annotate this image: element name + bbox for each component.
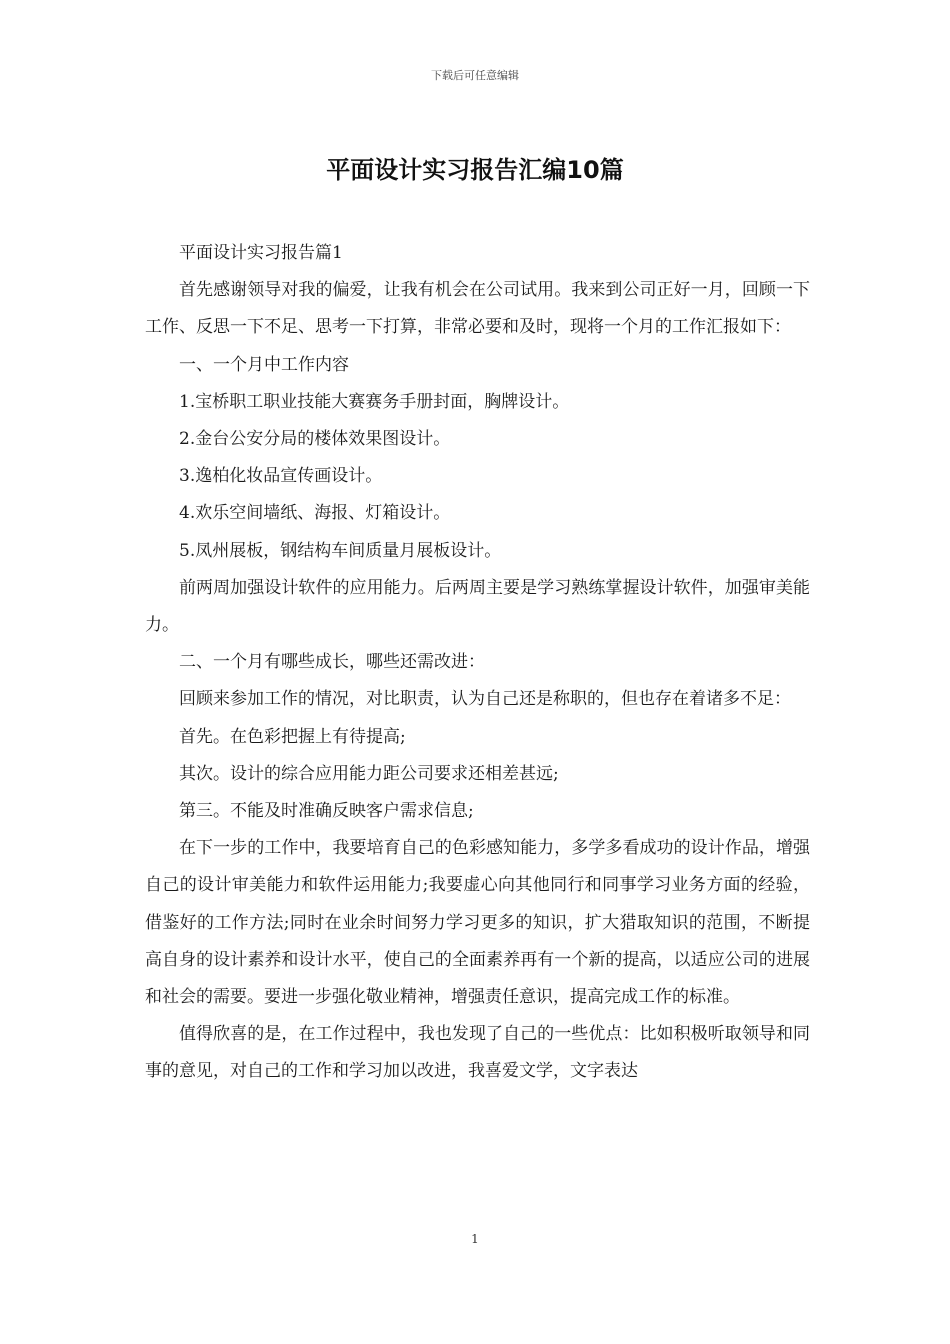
paragraph-shortcoming-1: 首先。在色彩把握上有待提高; [179, 726, 406, 747]
document-title: 平面设计实习报告汇编10篇 [326, 156, 624, 184]
paragraph-review: 回顾来参加工作的情况，对比职责，认为自己还是称职的，但也存在着诸多不足： [179, 689, 791, 710]
page-header-note: 下载后可任意编辑 [431, 69, 519, 82]
page-number: 1 [471, 1232, 479, 1246]
list-item-work-2: 2.金台公安分局的楼体效果图设计。 [179, 429, 451, 450]
list-item-work-3: 3.逸柏化妆品宣传画设计。 [179, 466, 383, 487]
paragraph-shortcoming-3: 第三。不能及时准确反映客户需求信息; [179, 801, 474, 822]
list-item-work-5: 5.凤州展板，钢结构车间质量月展板设计。 [179, 540, 502, 561]
section-heading-work-content: 一、一个月中工作内容 [179, 354, 349, 375]
paragraph-software-training: 前两周加强设计软件的应用能力。后两周主要是学习熟练掌握设计软件，加强审美能力。 [145, 577, 810, 636]
paragraph-shortcoming-2: 其次。设计的综合应用能力距公司要求还相差甚远; [179, 763, 559, 784]
list-item-work-1: 1.宝桥职工职业技能大赛赛务手册封面，胸牌设计。 [179, 391, 570, 412]
paragraph-next-steps: 在下一步的工作中，我要培育自己的色彩感知能力，多学多看成功的设计作品，增强自己的设计审美能力和软件运用能力;我要虚心向其他同行和同事学习业务方面的经验，借鉴好的工作方法;同时在业余时间努力学习更多的知识，扩大猎取知识的范围，不断提高自身的设计素养和设计水平，使自己的全面素养再有一个新的提高，以适应公司的进展和社会的需要。要进一步强化敬业精神，增强责任意识，提高完成工作的标准。 [145, 838, 810, 1008]
section-heading-report-1: 平面设计实习报告篇1 [179, 243, 343, 263]
paragraph-intro: 首先感谢领导对我的偏爱，让我有机会在公司试用。我来到公司正好一月，回顾一下工作、反思一下不足、思考一下打算，非常必要和及时，现将一个月的工作汇报如下： [145, 280, 810, 338]
list-item-work-4: 4.欢乐空间墙纸、海报、灯箱设计。 [179, 503, 451, 524]
section-heading-growth: 二、一个月有哪些成长，哪些还需改进： [179, 652, 485, 673]
paragraph-strengths: 值得欣喜的是，在工作过程中，我也发现了自己的一些优点：比如积极听取领导和同事的意见，对自己的工作和学习加以改进，我喜爱文学，文字表达 [145, 1024, 810, 1082]
document-body [145, 235, 810, 1091]
